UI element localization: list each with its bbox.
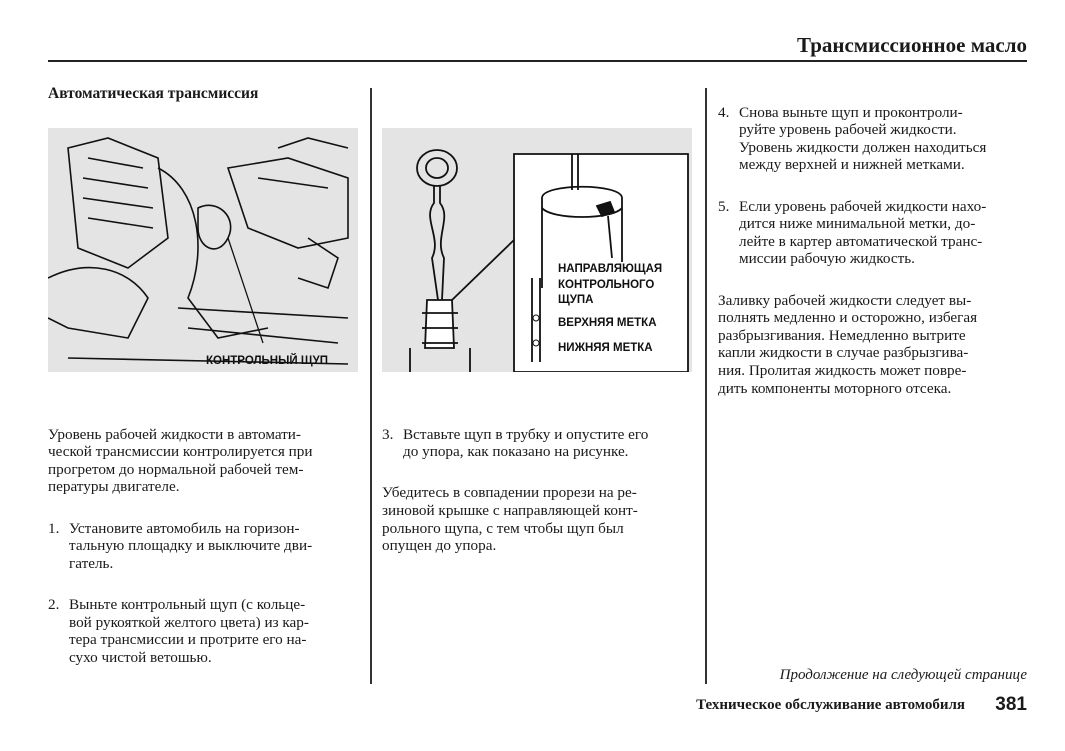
dipstick-label: КОНТРОЛЬНЫЙ ЩУП (206, 355, 328, 367)
page-number: 381 (995, 694, 1027, 715)
step-number: 5. (718, 197, 730, 215)
column-divider (705, 88, 707, 684)
engine-bay-figure (48, 128, 358, 372)
step-number: 2. (48, 595, 60, 613)
step-5 (718, 198, 1033, 268)
step-text: Выньте контрольный щуп (с кольце- вой рукояткой желтого цвета) из кар- тера трансмиссии и протрите его на- сухо чистой ветошью. (69, 595, 309, 666)
step-number: 1. (48, 519, 60, 537)
note-paragraph: Убедитесь в совпадении прорези на ре- зиновой крышке с направляющей конт- рольного щупа, с тем чтобы щуп был опущен до упора. (382, 484, 638, 555)
guide-label: НАПРАВЛЯЮЩАЯ КОНТРОЛЬНОГО ЩУПА (558, 262, 662, 309)
column-2 (382, 408, 697, 572)
continued-note: Продолжение на следующей странице (779, 667, 1027, 683)
step-text: Если уровень рабочей жидкости нахо- дится ниже минимальной метки, до- лейте в картер автоматической транс- миссии рабочую жидкость. (739, 197, 987, 268)
column-3 (718, 86, 1033, 415)
dipstick-drawing (382, 128, 692, 372)
step-text: Вставьте щуп в трубку и опустите его до упора, как показано на рисунке. (403, 425, 649, 461)
step-text: Установите автомобиль на горизон- тальную площадку и выключите дви- гатель. (69, 519, 313, 572)
upper-mark-label: ВЕРХНЯЯ МЕТКА (558, 316, 657, 332)
column-divider (370, 88, 372, 684)
page-title: Трансмиссионное масло (797, 33, 1027, 57)
step-4 (718, 104, 1033, 174)
lower-mark-label: НИЖНЯЯ МЕТКА (558, 341, 653, 357)
engine-bay-drawing (48, 128, 358, 372)
intro-paragraph: Уровень рабочей жидкости в автомати- ческой трансмиссии контролируется при прогретом до нормальной рабочей тем- пературы двигателе. (48, 425, 313, 496)
column-1 (48, 408, 363, 684)
dipstick-figure (382, 128, 692, 372)
step-2 (48, 596, 363, 666)
step-text: Снова выньте щуп и проконтроли- руйте уровень рабочей жидкости. Уровень жидкости должен находиться между верхней и нижней метками. (739, 103, 987, 174)
header-rule (48, 60, 1027, 62)
caution-paragraph: Заливку рабочей жидкости следует вы- полнять медленно и осторожно, избегая разбрызгивания. Немедленно вытрите капли жидкости в случае разбрызгива- ния. Пролитая жидкость может повре- дить компоненты моторного отсека. (718, 291, 978, 397)
step-number: 3. (382, 425, 394, 443)
footer-section: Техническое обслуживание автомобиля (696, 697, 965, 713)
step-1 (48, 520, 363, 573)
step-number: 4. (718, 103, 730, 121)
step-3 (382, 426, 697, 461)
section-title: Автоматическая трансмиссия (48, 85, 259, 102)
